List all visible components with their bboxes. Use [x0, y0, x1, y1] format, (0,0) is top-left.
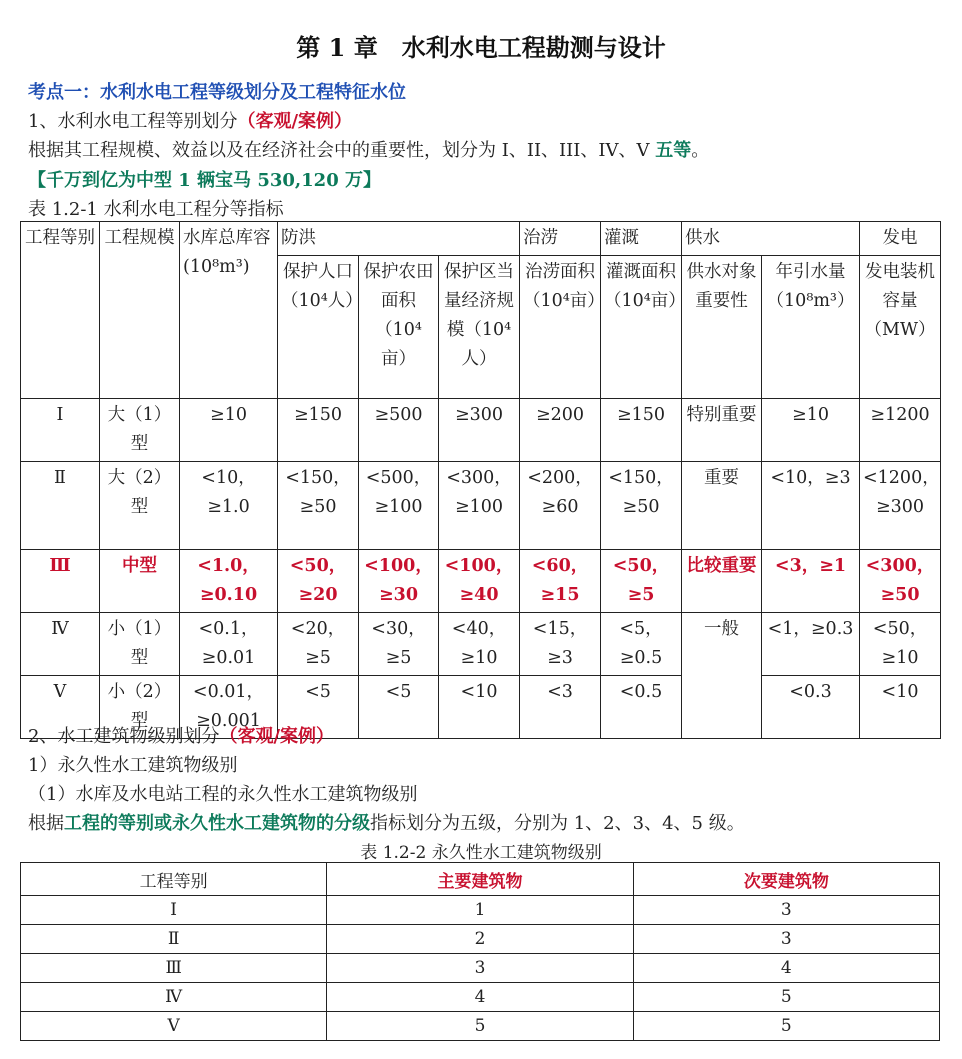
table-row	[21, 925, 940, 954]
cell: <50，≥20	[278, 550, 359, 613]
table-row	[21, 896, 940, 925]
cell: Ⅱ	[21, 925, 327, 954]
cell: ≥300	[439, 399, 520, 462]
cell: <1200，≥300	[860, 462, 941, 550]
cell: <1，≥0.3	[762, 613, 860, 676]
cell: Ⅰ	[21, 399, 100, 462]
cell: <150，≥50	[601, 462, 682, 550]
cell: 重要	[682, 462, 762, 550]
head-main: 主要建筑物	[327, 863, 633, 896]
cell: Ⅳ	[21, 613, 100, 676]
cell: <5	[359, 676, 439, 739]
cell: ≥200	[520, 399, 601, 462]
table-row-highlight	[21, 550, 941, 613]
table-row	[21, 983, 940, 1012]
cell: 5	[633, 1012, 939, 1041]
section-2-1: 1）永久性水工建筑物级别	[28, 755, 238, 776]
cell: <300，≥100	[439, 462, 520, 550]
head-scale: 工程规模	[100, 222, 180, 399]
cell: ≥150	[601, 399, 682, 462]
head-farm: 保护农田面积（10⁴亩）	[359, 256, 439, 399]
table-row	[21, 613, 941, 676]
building-level-table	[20, 862, 940, 1041]
section-1-heading	[28, 107, 352, 133]
cell: <500，≥100	[359, 462, 439, 550]
cell: <30，≥5	[359, 613, 439, 676]
cell: ≥500	[359, 399, 439, 462]
section-2-text: 2、水工建筑物级别划分	[28, 726, 220, 747]
mnemonic: 【千万到亿为中型 1 辆宝马 530,120 万】	[28, 170, 382, 191]
cell: 5	[327, 1012, 633, 1041]
table-1-group-row	[21, 222, 941, 256]
group-supply: 供水	[682, 222, 860, 256]
cell: <5，≥0.5	[601, 613, 682, 676]
section-2-paragraph-pre: 根据	[28, 813, 64, 834]
head-pop: 保护人口（10⁴人）	[278, 256, 359, 399]
table-1-caption: 表 1.2-1 水利水电工程分等指标	[28, 199, 284, 220]
table-row	[21, 462, 941, 550]
cell: Ⅴ	[21, 1012, 327, 1041]
cell: 特别重要	[682, 399, 762, 462]
table-row	[21, 954, 940, 983]
cell: 3	[327, 954, 633, 983]
cell: 中型	[100, 550, 180, 613]
cell: 5	[633, 983, 939, 1012]
head-irrig: 灌溉面积（10⁴亩）	[601, 256, 682, 399]
cell: ≥10	[762, 399, 860, 462]
cell: 2	[327, 925, 633, 954]
cell: Ⅲ	[21, 550, 100, 613]
cell: 大（2）型	[100, 462, 180, 550]
section-1-text: 1、水利水电工程等别划分	[28, 111, 238, 132]
cell: <3	[520, 676, 601, 739]
cell: 3	[633, 925, 939, 954]
head-supply-vol: 年引水量（10⁸m³）	[762, 256, 860, 399]
head-grade: 工程等别	[21, 863, 327, 896]
table-row	[21, 1012, 940, 1041]
cell: <5	[278, 676, 359, 739]
section-1-paragraph-main: 根据其工程规模、效益以及在经济社会中的重要性，划分为 I、II、III、IV、V	[28, 140, 656, 161]
group-power: 发电	[860, 222, 941, 256]
section-2-heading	[28, 722, 334, 748]
group-drain: 治涝	[520, 222, 601, 256]
cell: <50，≥10	[860, 613, 941, 676]
grade-table	[20, 221, 941, 739]
head-supply-obj: 供水对象重要性	[682, 256, 762, 399]
cell: ≥150	[278, 399, 359, 462]
cell: <60，≥15	[520, 550, 601, 613]
cell: Ⅲ	[21, 954, 327, 983]
section-2-paragraph-post: 指标划分为五级，分别为 1、2、3、4、5 级。	[370, 813, 745, 834]
cell: <10	[860, 676, 941, 739]
cell: <0.5	[601, 676, 682, 739]
cell: <0.3	[762, 676, 860, 739]
cell: <1.0，≥0.10	[180, 550, 278, 613]
cell: ≥10	[180, 399, 278, 462]
cell: <3，≥1	[762, 550, 860, 613]
table-2-caption: 表 1.2-2 永久性水工建筑物级别	[360, 843, 602, 863]
cell: ≥1200	[860, 399, 941, 462]
cell: Ⅰ	[21, 896, 327, 925]
group-irrig: 灌溉	[601, 222, 682, 256]
cell: 大（1）型	[100, 399, 180, 462]
head-econ: 保护区当量经济规模（10⁴人）	[439, 256, 520, 399]
head-secondary: 次要建筑物	[633, 863, 939, 896]
cell: 3	[633, 896, 939, 925]
chapter-title: 第 1 章 水利水电工程勘测与设计	[296, 33, 666, 62]
head-power: 发电装机容量（MW）	[860, 256, 941, 399]
cell: Ⅳ	[21, 983, 327, 1012]
cell: <10，≥3	[762, 462, 860, 550]
cell: <50，≥5	[601, 550, 682, 613]
section-1-paragraph-emphasis: 五等	[655, 140, 692, 161]
section-2-paragraph	[28, 809, 745, 835]
group-flood: 防洪	[278, 222, 520, 256]
cell: <200，≥60	[520, 462, 601, 550]
cell: Ⅴ	[21, 676, 100, 739]
cell: <20，≥5	[278, 613, 359, 676]
cell: 4	[327, 983, 633, 1012]
cell: <100，≥40	[439, 550, 520, 613]
section-2-paragraph-emphasis: 工程的等别或永久性水工建筑物的分级	[64, 813, 370, 834]
section-2-1-1: （1）水库及水电站工程的永久性水工建筑物级别	[28, 784, 418, 805]
head-grade: 工程等别	[21, 222, 100, 399]
cell: <150，≥50	[278, 462, 359, 550]
cell: 比较重要	[682, 550, 762, 613]
cell: <0.01，≥0.001	[180, 676, 278, 739]
cell: 4	[633, 954, 939, 983]
cell: <100，≥30	[359, 550, 439, 613]
cell: 小（1）型	[100, 613, 180, 676]
table-2-header	[21, 863, 940, 896]
cell: <40，≥10	[439, 613, 520, 676]
head-storage: 水库总库容(10⁸m³)	[180, 222, 278, 399]
cell: 一般	[682, 613, 762, 739]
cell: <15，≥3	[520, 613, 601, 676]
head-drain: 治涝面积（10⁴亩）	[520, 256, 601, 399]
cell: <0.1，≥0.01	[180, 613, 278, 676]
section-1-tag: （客观/案例）	[237, 111, 353, 132]
cell: <10，≥1.0	[180, 462, 278, 550]
section-1-paragraph-end: 。	[691, 140, 710, 161]
section-2-tag: （客观/案例）	[219, 726, 335, 747]
cell: <10	[439, 676, 520, 739]
cell: <300，≥50	[860, 550, 941, 613]
point-heading: 考点一：水利水电工程等级划分及工程特征水位	[28, 82, 406, 103]
section-1-paragraph	[28, 136, 709, 162]
cell: 小（2）型	[100, 676, 180, 739]
cell: Ⅱ	[21, 462, 100, 550]
cell: 1	[327, 896, 633, 925]
table-row	[21, 399, 941, 462]
